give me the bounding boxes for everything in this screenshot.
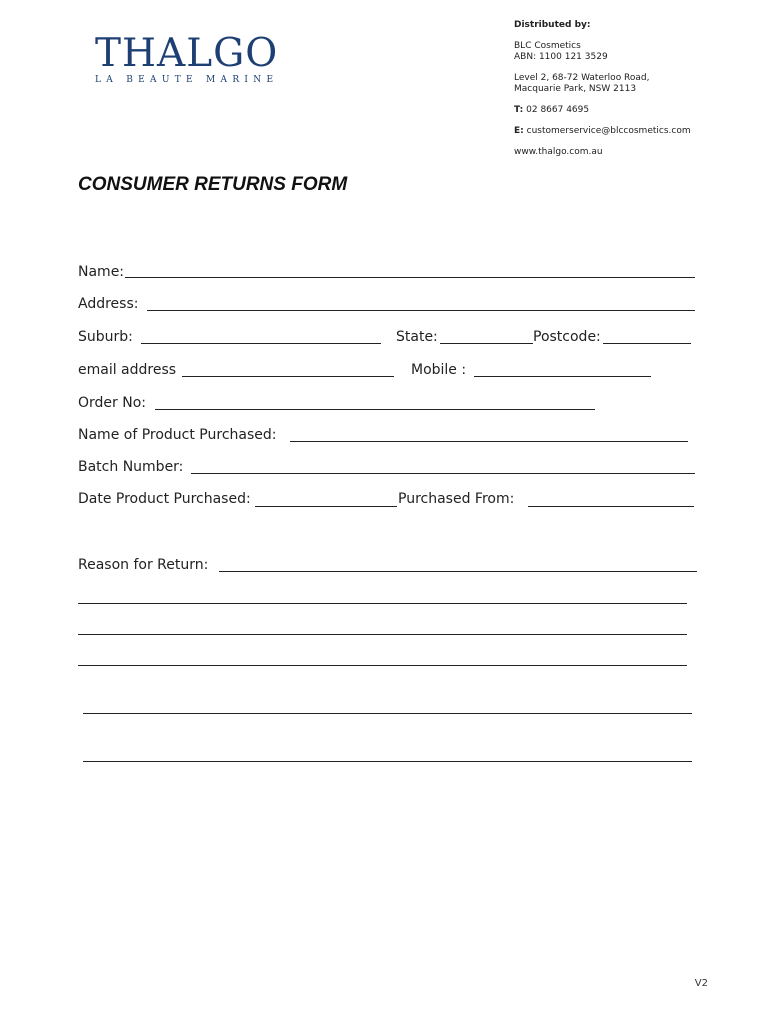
- batch-number-label: Batch Number:: [78, 459, 184, 475]
- distributor-email: customerservice@blccosmetics.com: [526, 126, 691, 136]
- reason-field-line-6[interactable]: [83, 761, 692, 762]
- thalgo-logo: [95, 31, 279, 85]
- state-label: State:: [396, 329, 438, 345]
- purchased-from-label: Purchased From:: [398, 491, 515, 507]
- address-field-line[interactable]: [147, 310, 695, 311]
- mobile-label: Mobile :: [411, 362, 467, 378]
- purchased-from-field-line[interactable]: [528, 506, 694, 507]
- name-field-line[interactable]: [125, 277, 695, 278]
- name-label: Name:: [78, 264, 125, 280]
- logo-wordmark: THALGO: [95, 31, 279, 76]
- phone-label: T:: [514, 105, 524, 115]
- postcode-label: Postcode:: [533, 329, 601, 345]
- distributor-address-line1: Level 2, 68-72 Waterloo Road,: [514, 73, 650, 83]
- page-title: CONSUMER RETURNS FORM: [78, 174, 348, 195]
- date-purchased-label: Date Product Purchased:: [78, 491, 251, 507]
- distributor-phone: 02 8667 4695: [526, 105, 590, 115]
- distributor-company: BLC Cosmetics: [514, 41, 581, 51]
- suburb-label: Suburb:: [78, 329, 133, 345]
- email-field-line[interactable]: [182, 376, 394, 377]
- logo-tagline: LA BEAUTE MARINE: [95, 75, 279, 85]
- reason-field-line-5[interactable]: [83, 713, 692, 714]
- batch-number-field-line[interactable]: [191, 473, 695, 474]
- reason-field-line-2[interactable]: [78, 603, 687, 604]
- date-purchased-field-line[interactable]: [255, 506, 397, 507]
- reason-field-line-3[interactable]: [78, 634, 687, 635]
- address-label: Address:: [78, 296, 139, 312]
- distributor-block: [514, 20, 691, 168]
- distributor-abn: ABN: 1100 121 3529: [514, 52, 608, 62]
- reason-label: Reason for Return:: [78, 557, 209, 573]
- distributor-address-line2: Macquarie Park, NSW 2113: [514, 84, 637, 94]
- product-name-label: Name of Product Purchased:: [78, 427, 277, 443]
- order-no-label: Order No:: [78, 395, 146, 411]
- email-label: E:: [514, 126, 524, 136]
- mobile-field-line[interactable]: [474, 376, 651, 377]
- suburb-field-line[interactable]: [141, 343, 381, 344]
- state-field-line[interactable]: [440, 343, 533, 344]
- version-label: V2: [694, 978, 708, 989]
- product-name-field-line[interactable]: [290, 441, 688, 442]
- distributor-heading: Distributed by:: [514, 20, 591, 30]
- distributor-website: www.thalgo.com.au: [514, 147, 603, 157]
- reason-field-line-4[interactable]: [78, 665, 687, 666]
- email-address-label: email address: [78, 362, 177, 378]
- reason-field-line-1[interactable]: [219, 571, 697, 572]
- order-no-field-line[interactable]: [155, 409, 595, 410]
- postcode-field-line[interactable]: [603, 343, 691, 344]
